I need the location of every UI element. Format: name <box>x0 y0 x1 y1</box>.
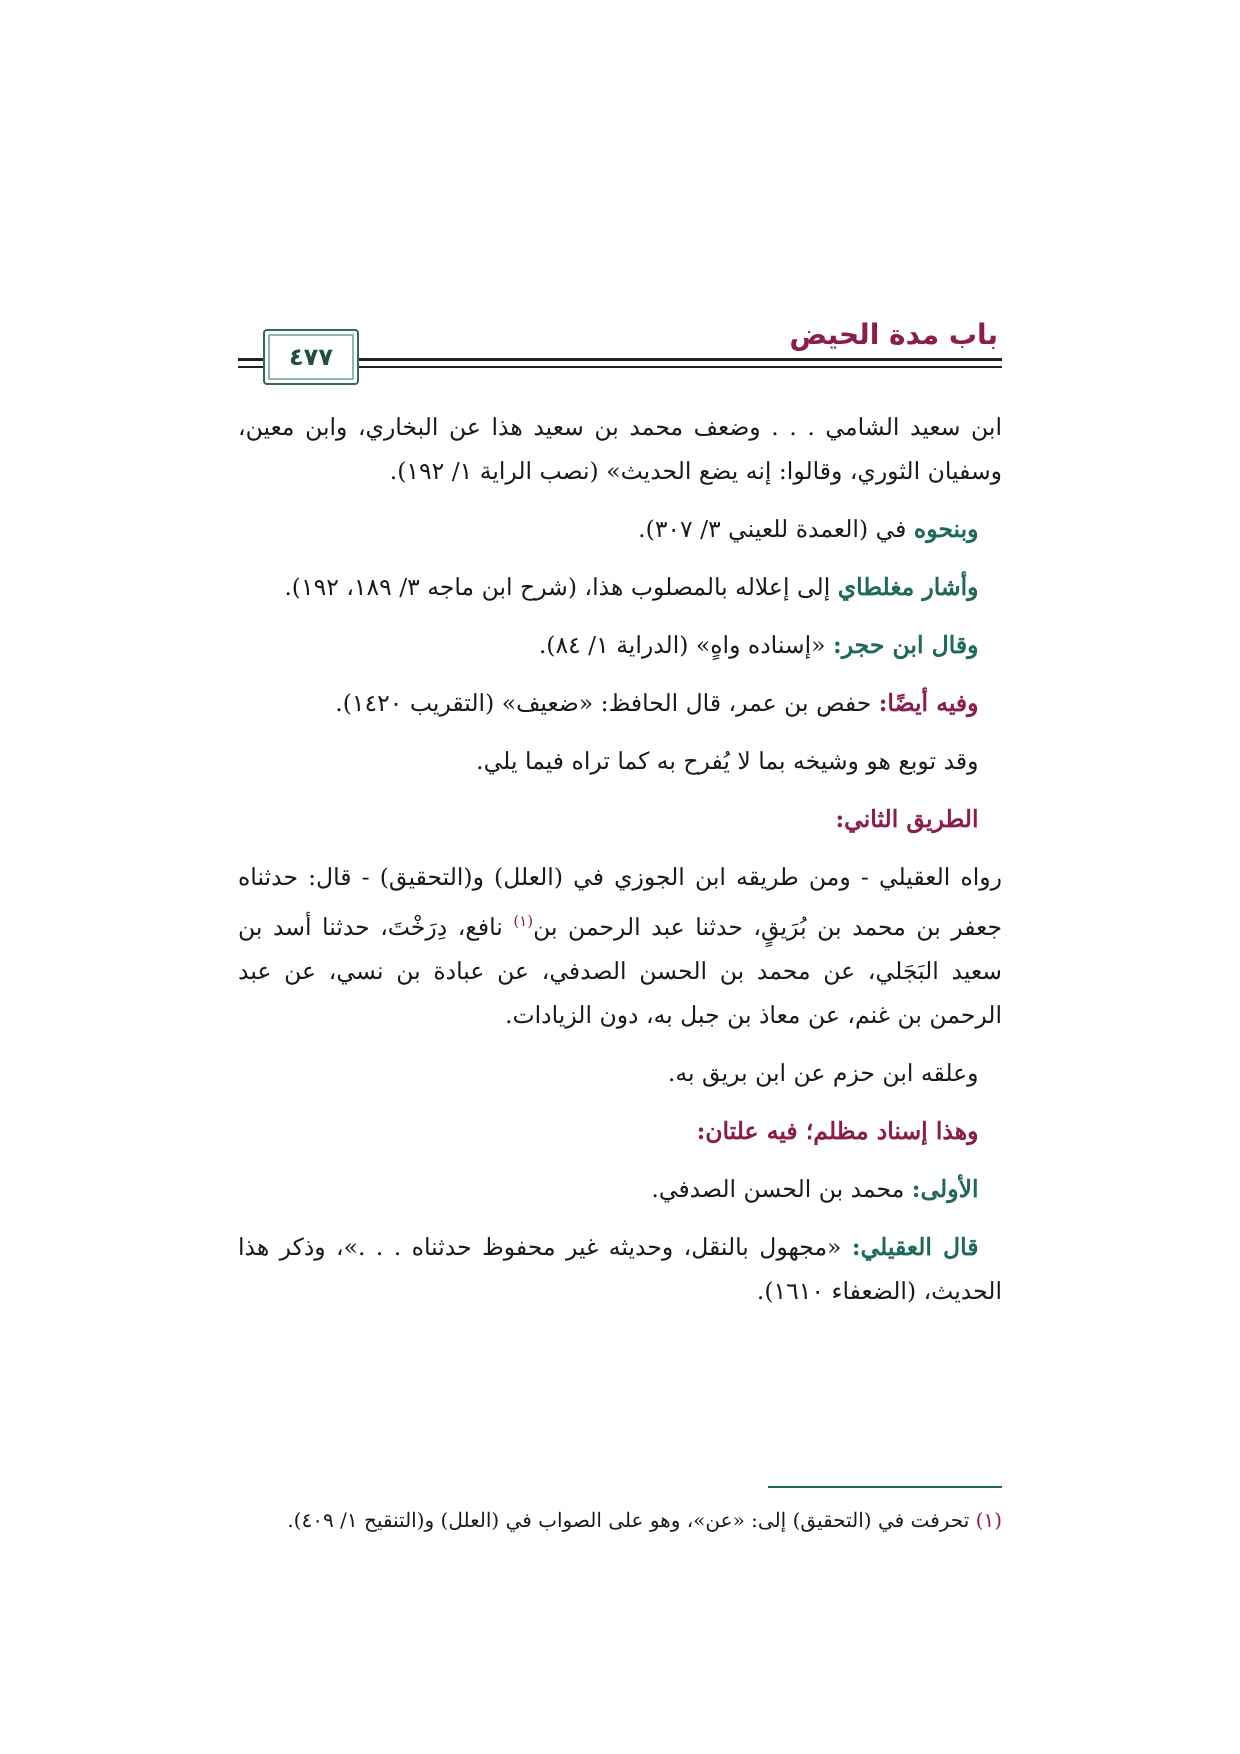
paragraph-text: محمد بن الحسن الصدفي. <box>651 1174 912 1203</box>
paragraph <box>238 739 1002 783</box>
paragraph <box>238 565 1002 609</box>
section-heading <box>238 1109 1002 1153</box>
paragraph-text: وقد توبع هو وشيخه بما لا يُفرح به كما تراه فيما يلي. <box>476 747 979 775</box>
main-text <box>238 405 1002 1327</box>
footnote-number: (١) <box>975 1508 1002 1532</box>
paragraph <box>238 1051 1002 1095</box>
paragraph-text: «إسناده واهٍ» (الدراية ١/ ٨٤). <box>538 631 834 659</box>
section-heading <box>238 797 1002 841</box>
paragraph: ابن سعيد الشامي . . . وضعف محمد بن سعيد هذا عن البخاري، وابن معين، وسفيان الثوري، وقالوا: إنه يضع الحديث» (نصب الراية ١/ ١٩٢). <box>238 413 1002 485</box>
heading-text: وهذا إسناد مظلم؛ فيه علتان: <box>696 1116 979 1145</box>
page-number: ٤٧٧ <box>289 343 333 371</box>
lead-phrase: وأشار مغلطاي <box>837 573 979 601</box>
paragraph-text: «مجهول بالنقل، وحديثه غير محفوظ حدثناه . . .»، وذكر هذا الحديث، (الضعفاء ١٦١٠). <box>238 1232 1002 1305</box>
lead-phrase: وفيه أيضًا: <box>878 689 979 717</box>
lead-phrase: وقال ابن حجر: <box>833 631 979 659</box>
chapter-title: باب مدة الحيض <box>789 318 998 351</box>
paragraph <box>238 1225 1002 1313</box>
paragraph-text: إلى إعلاله بالمصلوب هذا، (شرح ابن ماجه ٣/ ١٨٩، ١٩٢). <box>284 573 838 601</box>
footnote-separator <box>768 1486 1002 1488</box>
paragraph-text: في (العمدة للعيني ٣/ ٣٠٧). <box>638 515 914 543</box>
paragraph <box>238 1167 1002 1211</box>
footnote <box>238 1502 1002 1538</box>
paragraph-text: وعلقه ابن حزم عن ابن بريق به. <box>667 1058 979 1087</box>
paragraph-text: حفص بن عمر، قال الحافظ: «ضعيف» (التقريب ١٤٢٠). <box>335 689 879 717</box>
lead-phrase: الأولى: <box>911 1174 979 1203</box>
paragraph <box>238 507 1002 551</box>
page-number-badge <box>263 329 359 385</box>
footnote-text: تحرفت في (التحقيق) إلى: «عن»، وهو على الصواب في (العلل) و(التنقيح ١/ ٤٠٩). <box>287 1508 976 1532</box>
paragraph-text: نافع، دِرَخْتَ، حدثنا أسد بن سعيد البَجَلي، عن محمد بن الحسن الصدفي، عن عبادة بن نسي، عن عبد الرحمن بن غنم، عن معاذ بن جبل به، دون الزيادات. <box>238 912 1002 1029</box>
paragraph <box>238 855 1002 1037</box>
footnote-ref[interactable]: (١) <box>513 912 534 930</box>
paragraph <box>238 681 1002 725</box>
heading-text: الطريق الثاني: <box>835 805 979 833</box>
paragraph <box>238 623 1002 667</box>
lead-phrase: وبنحوه <box>913 515 979 543</box>
paragraph-text: رواه العقيلي - ومن طريقه ابن الجوزي في (العلل) و(التحقيق) - قال: حدثناه جعفر بن محمد بن بُرَيقٍ، حدثنا عبد الرحمن بن <box>238 863 1002 941</box>
lead-phrase: قال العقيلي: <box>851 1232 979 1261</box>
